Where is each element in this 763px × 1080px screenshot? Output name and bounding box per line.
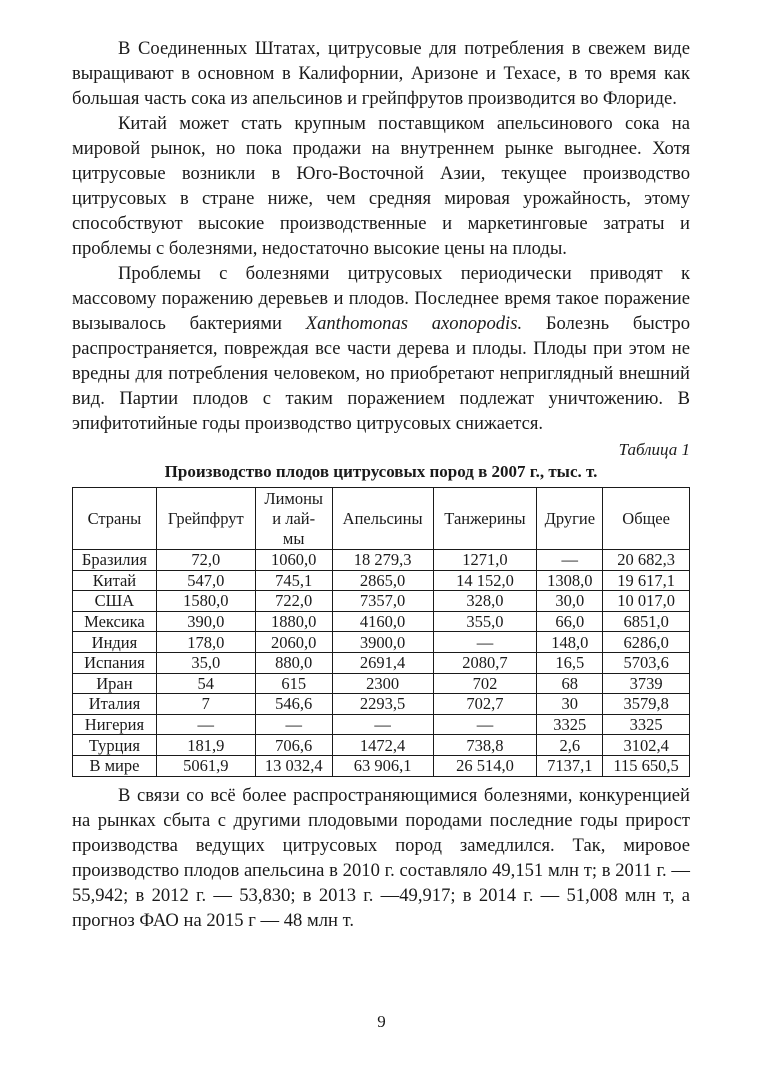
value-cell: 54 <box>156 673 255 694</box>
header-cell: Грейпфрут <box>156 488 255 550</box>
value-cell: 1308,0 <box>537 570 603 591</box>
value-cell: 1271,0 <box>433 550 537 571</box>
header-cell: Общее <box>603 488 690 550</box>
value-cell: 702,7 <box>433 694 537 715</box>
table-row <box>73 714 690 735</box>
value-cell: 7357,0 <box>332 591 433 612</box>
page-number: 9 <box>377 1012 386 1031</box>
value-cell: 30,0 <box>537 591 603 612</box>
value-cell: 14 152,0 <box>433 570 537 591</box>
header-cell: Танжерины <box>433 488 537 550</box>
country-cell: Турция <box>73 735 157 756</box>
country-cell: Мексика <box>73 611 157 632</box>
value-cell: 35,0 <box>156 652 255 673</box>
value-cell: 5061,9 <box>156 755 255 776</box>
country-cell: Индия <box>73 632 157 653</box>
value-cell: 72,0 <box>156 550 255 571</box>
value-cell: 1472,4 <box>332 735 433 756</box>
value-cell: 18 279,3 <box>332 550 433 571</box>
value-cell: 2060,0 <box>255 632 332 653</box>
country-cell: Нигерия <box>73 714 157 735</box>
value-cell: 5703,6 <box>603 652 690 673</box>
value-cell: 13 032,4 <box>255 755 332 776</box>
value-cell: 181,9 <box>156 735 255 756</box>
table-row <box>73 652 690 673</box>
paragraph-disease-end: Болезнь быстро распространяется, повреждая все части дерева и плоды. Плоды при этом не вредны для потребления человеком, но приобретают неприглядный внешний вид. Партии плодов с таким поражением подлежат уничтожению. В эпифитотийные годы производство цитрусовых снижается. <box>72 313 691 434</box>
value-cell: 745,1 <box>255 570 332 591</box>
value-cell: 355,0 <box>433 611 537 632</box>
value-cell: 2080,7 <box>433 652 537 673</box>
value-cell: 1880,0 <box>255 611 332 632</box>
header-cell: Страны <box>73 488 157 550</box>
value-cell: 10 017,0 <box>603 591 690 612</box>
value-cell: — <box>332 714 433 735</box>
paragraph-china-juice: Китай может стать крупным поставщиком апельсинового сока на мировой рынок, но пока продажи на внутреннем рынке выгоднее. Хотя цитрусовые возникли в Юго-Восточной Азии, текущее производство цитрусовых в стране ниже, чем средняя мировая урожайность, этому способствуют высокие производственные и маркетинговые затраты и проблемы с болезнями, недостаточно высокие цены на плоды. <box>72 113 690 259</box>
table-row <box>73 694 690 715</box>
table-title: Производство плодов цитрусовых пород в 2007 г., тыс. т. <box>164 462 598 481</box>
country-cell: Бразилия <box>73 550 157 571</box>
value-cell: 4160,0 <box>332 611 433 632</box>
value-cell: 3579,8 <box>603 694 690 715</box>
value-cell: 1060,0 <box>255 550 332 571</box>
value-cell: 702 <box>433 673 537 694</box>
page-body <box>72 36 690 933</box>
value-cell: 30 <box>537 694 603 715</box>
value-cell: 3325 <box>537 714 603 735</box>
table-row <box>73 550 690 571</box>
table-row <box>73 632 690 653</box>
bacteria-name: Xanthomonas axonopodis. <box>305 313 523 334</box>
paragraph-usa-citrus: В Соединенных Штатах, цитрусовые для потребления в свежем виде выращивают в основном в Калифорнии, Аризоне и Техасе, в то время как большая часть сока из апельсинов и грейпфрутов производится во Флориде. <box>72 38 690 109</box>
value-cell: 2865,0 <box>332 570 433 591</box>
value-cell: — <box>433 714 537 735</box>
value-cell: 738,8 <box>433 735 537 756</box>
paragraph-disease-start: Проблемы с болезнями цитрусовых периодически приводят к массовому поражению деревьев и плодов. Последнее время такое поражение вызывалось бактериями <box>72 263 690 334</box>
value-cell: 328,0 <box>433 591 537 612</box>
paragraph-production-trend: В связи со всё более распространяющимися болезнями, конкуренцией на рынках сбыта с другими плодовыми породами последние годы прирост производства ведущих цитрусовых пород замедлился. Так, мировое производство плодов апельсина в 2010 г. составляло 49,151 млн т; в 2011 г. —55,942; в 2012 г. — 53,830; в 2013 г. —49,917; в 2014 г. — 51,008 млн т, а прогноз ФАО на 2015 г — 48 млн т. <box>72 784 690 931</box>
country-cell: Испания <box>73 652 157 673</box>
value-cell: 6851,0 <box>603 611 690 632</box>
value-cell: 3739 <box>603 673 690 694</box>
country-cell: В мире <box>73 755 157 776</box>
citrus-production-table <box>72 487 690 777</box>
value-cell: 706,6 <box>255 735 332 756</box>
value-cell: 20 682,3 <box>603 550 690 571</box>
country-cell: Иран <box>73 673 157 694</box>
table-body <box>73 550 690 777</box>
table-row <box>73 570 690 591</box>
value-cell: 7 <box>156 694 255 715</box>
value-cell: 3102,4 <box>603 735 690 756</box>
country-cell: Италия <box>73 694 157 715</box>
value-cell: — <box>537 550 603 571</box>
country-cell: Китай <box>73 570 157 591</box>
value-cell: 546,6 <box>255 694 332 715</box>
value-cell: 148,0 <box>537 632 603 653</box>
value-cell: 2300 <box>332 673 433 694</box>
table-row <box>73 673 690 694</box>
value-cell: — <box>156 714 255 735</box>
paragraph-disease <box>72 261 690 436</box>
value-cell: 63 906,1 <box>332 755 433 776</box>
table-header-row <box>73 488 690 550</box>
header-cell: Другие <box>537 488 603 550</box>
table-row <box>73 735 690 756</box>
table-row <box>73 611 690 632</box>
value-cell: 178,0 <box>156 632 255 653</box>
value-cell: 19 617,1 <box>603 570 690 591</box>
value-cell: 2691,4 <box>332 652 433 673</box>
value-cell: 1580,0 <box>156 591 255 612</box>
value-cell: 66,0 <box>537 611 603 632</box>
value-cell: 3325 <box>603 714 690 735</box>
value-cell: 547,0 <box>156 570 255 591</box>
value-cell: 880,0 <box>255 652 332 673</box>
value-cell: 16,5 <box>537 652 603 673</box>
value-cell: 3900,0 <box>332 632 433 653</box>
value-cell: 115 650,5 <box>603 755 690 776</box>
value-cell: 2,6 <box>537 735 603 756</box>
value-cell: 722,0 <box>255 591 332 612</box>
value-cell: 26 514,0 <box>433 755 537 776</box>
table-label: Таблица 1 <box>618 440 690 459</box>
value-cell: 390,0 <box>156 611 255 632</box>
value-cell: — <box>255 714 332 735</box>
table-row <box>73 755 690 776</box>
value-cell: — <box>433 632 537 653</box>
value-cell: 2293,5 <box>332 694 433 715</box>
country-cell: США <box>73 591 157 612</box>
value-cell: 7137,1 <box>537 755 603 776</box>
table-row <box>73 591 690 612</box>
value-cell: 615 <box>255 673 332 694</box>
header-cell: Апельсины <box>332 488 433 550</box>
value-cell: 68 <box>537 673 603 694</box>
header-cell: Лимоны и лай-мы <box>255 488 332 550</box>
value-cell: 6286,0 <box>603 632 690 653</box>
